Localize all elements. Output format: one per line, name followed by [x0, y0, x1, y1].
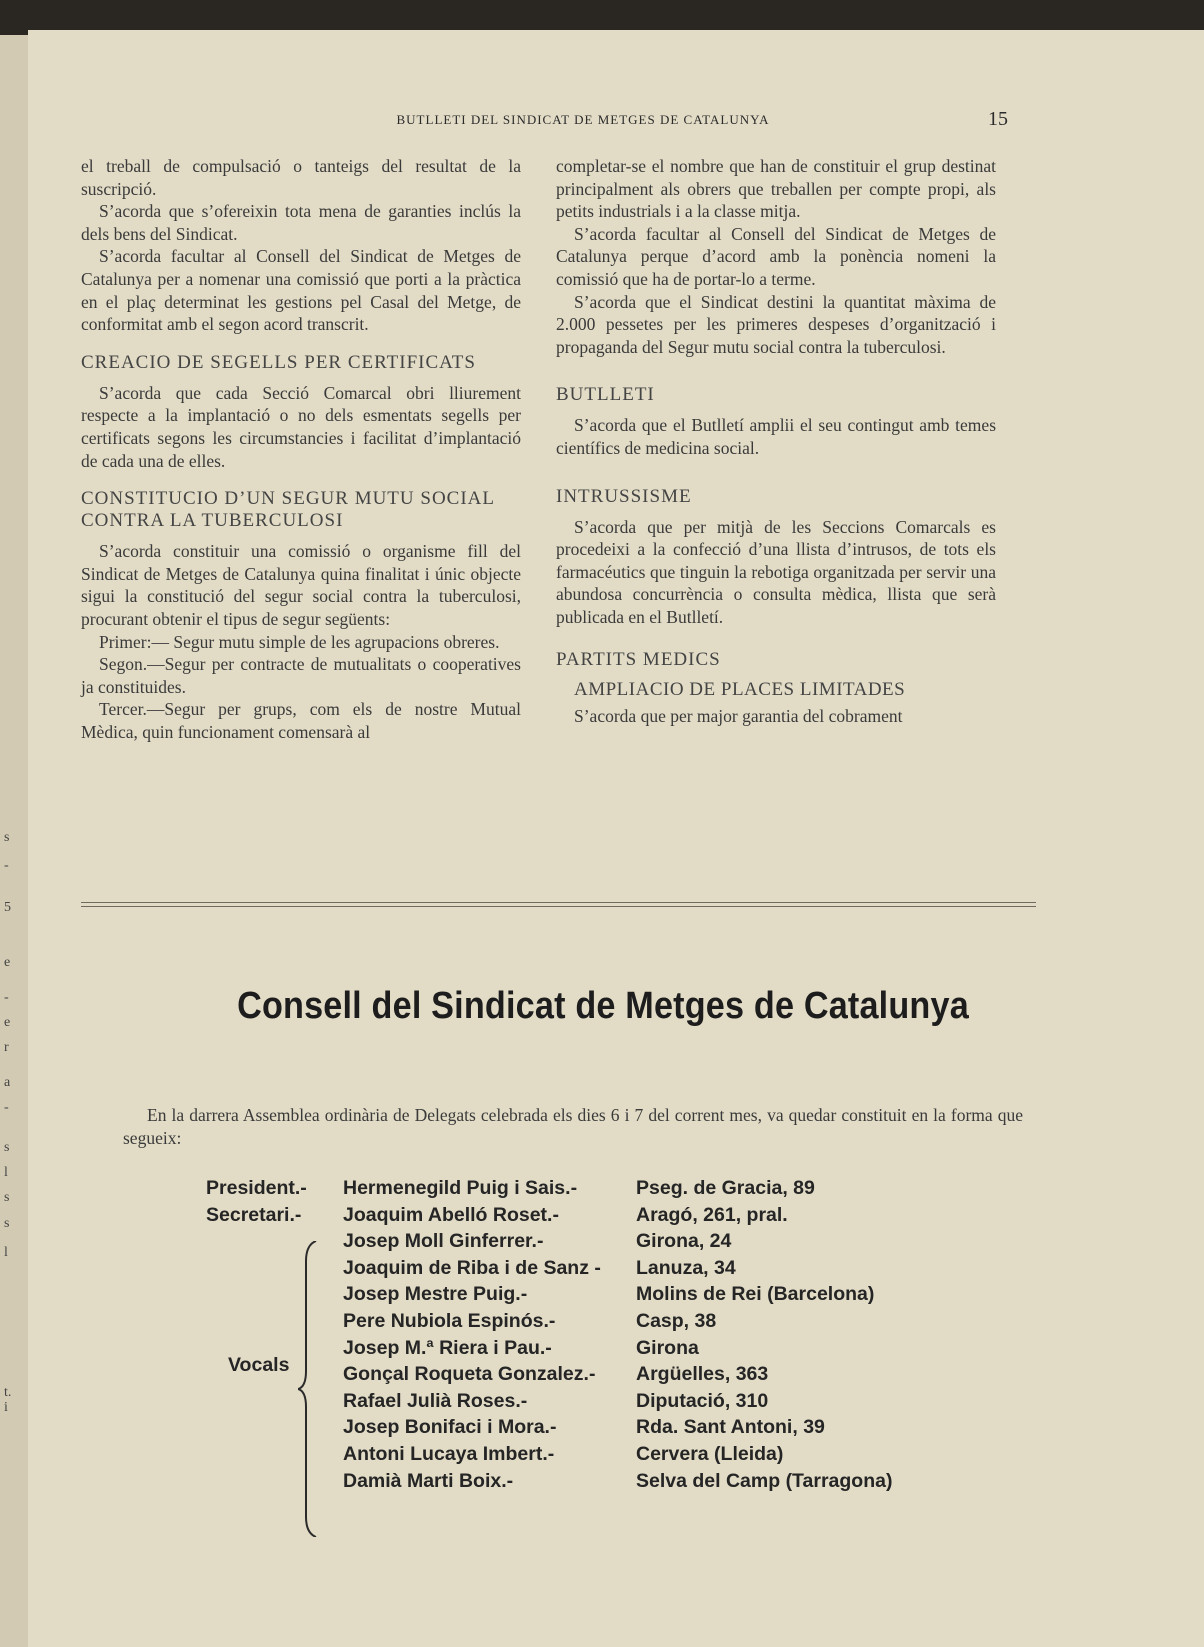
member-name: Rafael Julià Roses.- — [343, 1389, 528, 1412]
paragraph: Primer:— Segur mutu simple de les agrupacions obreres. — [99, 631, 500, 652]
member-name: Hermenegild Puig i Sais.- — [343, 1177, 578, 1199]
council-member-row — [28, 1177, 1204, 1203]
member-address: Molins de Rei (Barcelona) — [636, 1283, 875, 1306]
paragraph: S’acorda que el Sindicat destini la quantitat màxima de 2.000 pessetes per les primeres despeses d’organització i propaganda del Segur mutu social contra la tuberculosi. — [556, 291, 996, 357]
margin-fragment: l — [4, 1165, 8, 1180]
council-member-row — [28, 1363, 1204, 1389]
council-member-row — [28, 1230, 1204, 1256]
section-heading: INTRUSSISME — [556, 485, 692, 507]
council-member-row — [28, 1443, 1204, 1469]
margin-fragment: e — [4, 1015, 11, 1030]
member-name: Josep Moll Ginferrer.- — [343, 1230, 544, 1253]
margin-fragment: - — [4, 990, 9, 1005]
paragraph: S’acorda que s’ofereixin tota mena de garanties inclús la dels bens del Sindicat. — [81, 201, 521, 244]
margin-fragment: s — [4, 1140, 10, 1155]
member-address: Argüelles, 363 — [636, 1363, 769, 1386]
section-heading: BUTLLETI — [556, 384, 655, 406]
margin-fragment: s — [4, 830, 10, 845]
paragraph: S’acorda facultar al Consell del Sindicat de Metges de Catalunya per a nomenar una comissió que porti a la pràctica en el plaç determinat les gestions pel Casal del Metge, de conformitat amb el segon acord transcrit. — [81, 246, 521, 335]
paragraph: S’acorda que per mitjà de les Seccions Comarcals es procedeixi a la confecció d’una llista d’intrusos, de tots els farmacéutics que tinguin la rebotiga organitzada per servir una abundosa concurrència o consulta mèdica, llista que serà publicada en el Butlletí. — [556, 516, 996, 627]
council-member-row — [28, 1470, 1204, 1496]
member-name: Josep Mestre Puig.- — [343, 1283, 528, 1306]
paragraph: S’acorda que per major garantia del cobrament — [574, 705, 903, 726]
member-name: Antoni Lucaya Imbert.- — [343, 1443, 555, 1465]
running-header — [28, 108, 1204, 138]
member-name: Joaquim de Riba i de Sanz - — [343, 1256, 601, 1279]
paragraph: completar-se el nombre que han de constituir el grup destinat principalment als obrers que treballen per compte propi, als petits industrials i a la classe mitja. — [556, 156, 996, 222]
right-column — [556, 155, 996, 727]
margin-fragment: i — [4, 1400, 8, 1415]
margin-fragment: s — [4, 1190, 10, 1205]
margin-fragment: - — [4, 1100, 9, 1115]
page — [28, 30, 1204, 1647]
divider-rule — [81, 906, 1036, 907]
margin-fragment: a — [4, 1075, 11, 1090]
member-address: Girona, 24 — [636, 1230, 732, 1253]
member-address: Pseg. de Gracia, 89 — [636, 1177, 815, 1199]
consell-title: Consell del Sindicat de Metges de Catalunya — [237, 985, 969, 1027]
section-heading: PARTITS MEDICS — [556, 648, 721, 670]
previous-page-edge — [0, 35, 30, 1647]
margin-fragment: s — [4, 1216, 10, 1231]
member-address: Aragó, 261, pral. — [636, 1203, 788, 1226]
member-role: Secretari.- — [206, 1203, 302, 1226]
margin-fragment: e — [4, 955, 11, 970]
member-name: Josep Bonifaci i Mora.- — [343, 1416, 557, 1439]
member-address: Selva del Camp (Tarragona) — [636, 1469, 893, 1492]
vocals-label: Vocals — [228, 1354, 290, 1376]
member-name: Josep M.ª Riera i Pau.- — [343, 1336, 552, 1359]
member-address: Lanuza, 34 — [636, 1256, 736, 1279]
section-heading: CREACIO DE SEGELLS PER CERTIFICATS — [81, 351, 476, 373]
member-name: Pere Nubiola Espinós.- — [343, 1310, 556, 1332]
paragraph: S’acorda facultar al Consell del Sindicat de Metges de Catalunya perque d’acord amb la ponència nomeni la comissió que ha de portar-lo a terme. — [556, 223, 996, 289]
member-name: Damià Marti Boix.- — [343, 1469, 514, 1492]
council-member-row — [28, 1416, 1204, 1442]
journal-title: BUTLLETI DEL SINDICAT DE METGES DE CATALUNYA — [396, 112, 770, 127]
member-name: Gonçal Roqueta Gonzalez.- — [343, 1363, 596, 1386]
member-address: Casp, 38 — [636, 1310, 717, 1332]
council-member-row — [28, 1283, 1204, 1309]
council-member-row — [28, 1310, 1204, 1336]
member-address: Rda. Sant Antoni, 39 — [636, 1416, 825, 1439]
margin-fragment: 5 — [4, 900, 11, 915]
member-role: President.- — [206, 1177, 307, 1199]
council-member-row — [28, 1257, 1204, 1283]
member-address: Diputació, 310 — [636, 1389, 769, 1412]
paragraph: Tercer.—Segur per grups, com els de nostre Mutual Mèdica, quin funcionament comensarà al — [81, 699, 521, 742]
council-member-row — [28, 1204, 1204, 1230]
paragraph: Segon.—Segur per contracte de mutualitats o cooperatives ja constituides. — [81, 654, 521, 697]
paragraph: S’acorda que cada Secció Comarcal obri lliurement respecte a la implantació o no dels esmentats segells per certificats segons les circumstancies i facilitat d’implantació de cada una de elles. — [81, 382, 521, 471]
margin-fragment: l — [4, 1245, 8, 1260]
margin-fragment: r — [4, 1040, 9, 1055]
member-name: Joaquim Abelló Roset.- — [343, 1203, 559, 1226]
council-member-row — [28, 1390, 1204, 1416]
section-heading: CONSTITUCIO D’UN SEGUR MUTU SOCIAL CONTRA LA TUBERCULOSI — [81, 488, 495, 532]
paragraph: S’acorda constituir una comissió o organisme fill del Sindicat de Metges de Catalunya quina finalitat i únic objecte sigui la constitució del segur social contra la tuberculosi, procurant obtenir el tipus de segur següents: — [81, 541, 521, 629]
member-address: Girona — [636, 1336, 699, 1359]
margin-fragment: t. — [4, 1385, 12, 1400]
consell-intro: En la darrera Assemblea ordinària de Delegats celebrada els dies 6 i 7 del corrent mes, va quedar constituit en la forma que segueix: — [123, 1105, 1023, 1148]
margin-fragment: - — [4, 858, 9, 873]
subsection-heading: AMPLIACIO DE PLACES LIMITADES — [574, 678, 906, 700]
paragraph: S’acorda que el Butlletí amplii el seu contingut amb temes científics de medicina social. — [556, 415, 996, 458]
left-column — [81, 155, 521, 743]
page-number: 15 — [988, 108, 1008, 130]
council-member-row — [28, 1337, 1204, 1363]
member-address: Cervera (Lleida) — [636, 1443, 784, 1465]
paragraph: el treball de compulsació o tanteigs del resultat de la suscripció. — [81, 156, 521, 199]
divider-rule — [81, 902, 1036, 903]
